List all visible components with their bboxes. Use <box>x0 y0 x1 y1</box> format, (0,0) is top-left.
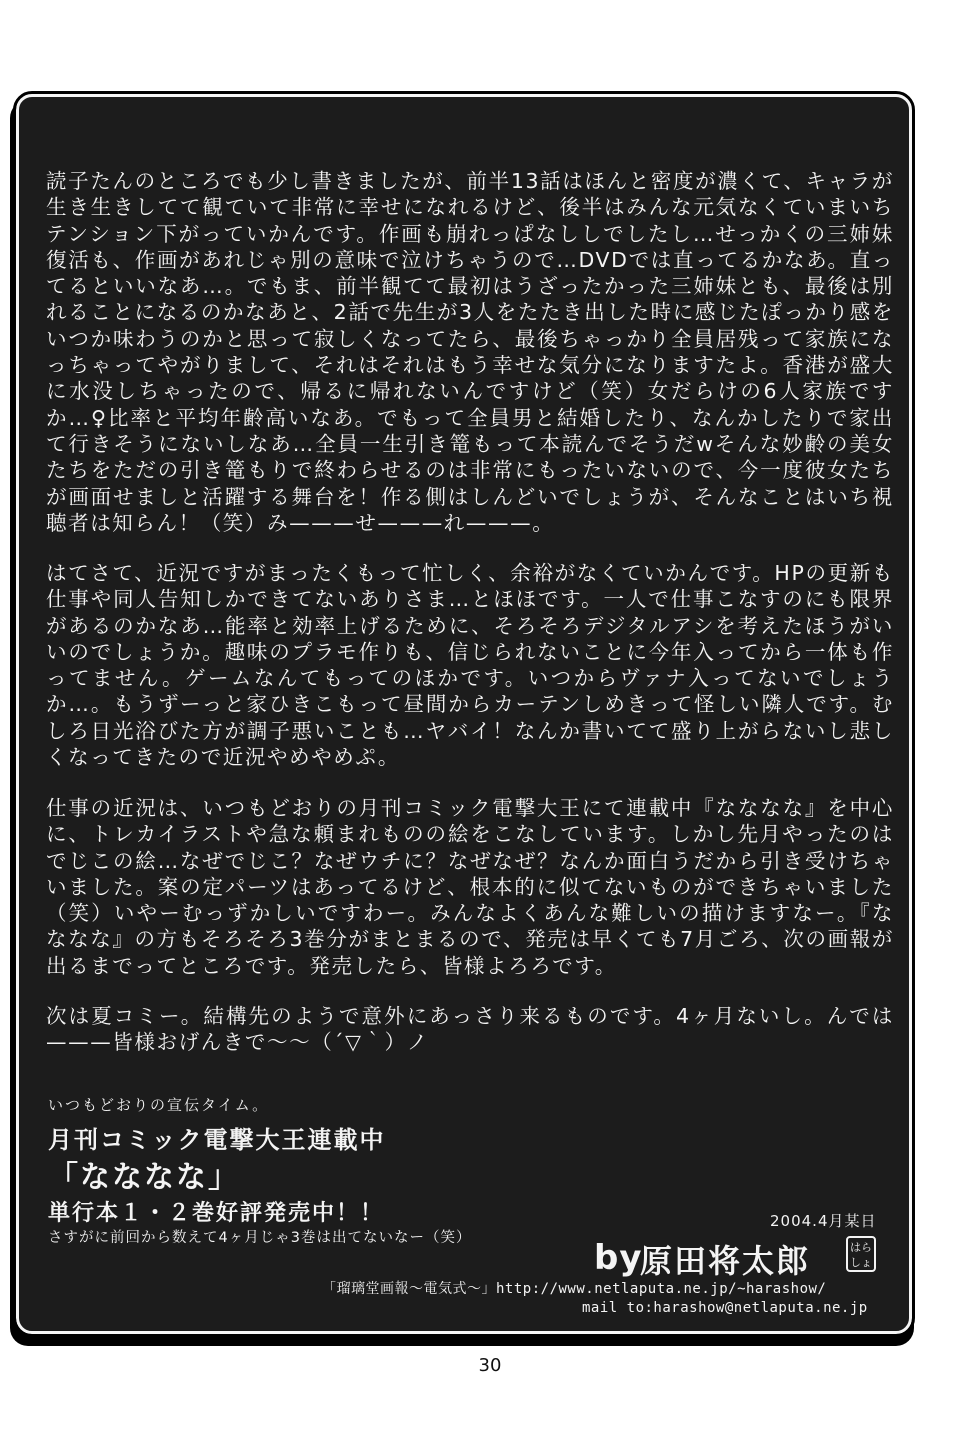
afterword-paragraph-2: はてさて、近況ですがまったくもって忙しく、余裕がなくていかんです。HPの更新も仕事や同人告知しかできてないありさま…とほほです。一人で仕事こなすのにも限界があるのかなあ…能率と効率上げるために、そろそろデジタルアシを考えたほうがいいのでしょうか。趣味のプラモ作りも、信じられないことに今年入ってから一体も作ってません。ゲームなんてもってのほかです。いつからヴァナ入ってないでしょうか…。もうずーっと家ひきこもって昼間からカーテンしめきって怪しい隣人です。むしろ日光浴びた方が調子悪いことも…ヤバイ！なんか書いてて盛り上がらないし悲しくなってきたので近況やめやめぷ。 <box>46 561 894 770</box>
ad-note: さすがに前回から数えて4ヶ月じゃ3巻は出てないなー（笑） <box>48 1230 472 1246</box>
signature-date: 2004.4月某日 <box>770 1212 877 1230</box>
author-name: 原田将太郎 <box>640 1242 811 1280</box>
ad-volumes: 単行本１・２巻好評発売中！！ <box>48 1201 385 1226</box>
afterword-paragraph-1: 読子たんのところでも少し書きましたが、前半13話はほんと密度が濃くて、キャラが生き生きしてて観ていて非常に幸せになれるけど、後半はみんな元気なくていまいちテンション下がっていかんです。作画も崩れっぱなししでしたし…せっかくの三姉妹復活も、作画があれじゃ別の意味で泣けちゃうので…DVDでは直ってるかなあ。直ってるといいなあ…。でもま、前半観てて最初はうざったかった三姉妹とも、最後は別れることになるのかなあと、2話で先生が3人をたたき出した時に感じたぽっかり感をいつか味わうのかと思って寂しくなってたら、最後ちゃっかり全員居残って家族になっちゃってやがりまして、それはそれはもう幸せな気分になりますたよ。香港が盛大に水没しちゃったので、帰るに帰れないんですけど（笑）女だらけの6人家族ですか…♀比率と平均年齢高いなあ。でもって全員男と結婚したり、なんかしたりで家出て行きそうにないしなあ…全員一生引き篭もって本読んでそうだwそんな妙齢の美女たちをただの引き篭もりで終わらせるのは非常にもったいないので、今一度彼女たちが画面せましと活躍する舞台を！作る側はしんどいでしょうが、そんなことはいち視聴者は知らん！（笑）み———せ———れ———。 <box>46 169 894 535</box>
ad-intro: いつもどおりの宣伝タイム。 <box>48 1096 270 1114</box>
signature-by: by <box>594 1238 643 1278</box>
author-stamp: はらしょ <box>846 1236 876 1272</box>
afterword-paragraph-4: 次は夏コミー。結構先のようで意外にあっさり来るものです。4ヶ月ないし。んでは———皆様おげんきで～～（´▽｀）ノ <box>46 1004 894 1055</box>
afterword-paragraph-3: 仕事の近況は、いつもどおりの月刊コミック電撃大王にて連載中『なななな』を中心に、トレカイラストや急な頼まれものの絵をこなしています。しかし先月やったのはでじこの絵…なぜでじこ？なぜウチに？なぜなぜ？なんか面白うだから引き受けちゃいました。案の定パーツはあってるけど、根本的に似てないものができちゃいました（笑）いやーむっずかしいですわー。みんなよくあんな難しいの描けますなー。『なななな』の方もそろそろ3巻分がまとまるので、発売は早くても7月ごろ、次の画報が出るまでってところです。発売したら、皆様よろろです。 <box>46 796 894 978</box>
mail-link[interactable]: mail to:harashow@netlaputa.ne.jp <box>582 1300 868 1316</box>
website-link[interactable]: 「瑠璃堂画報～電気式～」http://www.netlaputa.ne.jp/~harashow/ <box>322 1281 827 1297</box>
ad-magazine: 月刊コミック電撃大王連載中 <box>48 1126 386 1154</box>
ad-series-title: 「なななな」 <box>48 1160 240 1195</box>
page-number: 30 <box>478 1355 502 1376</box>
